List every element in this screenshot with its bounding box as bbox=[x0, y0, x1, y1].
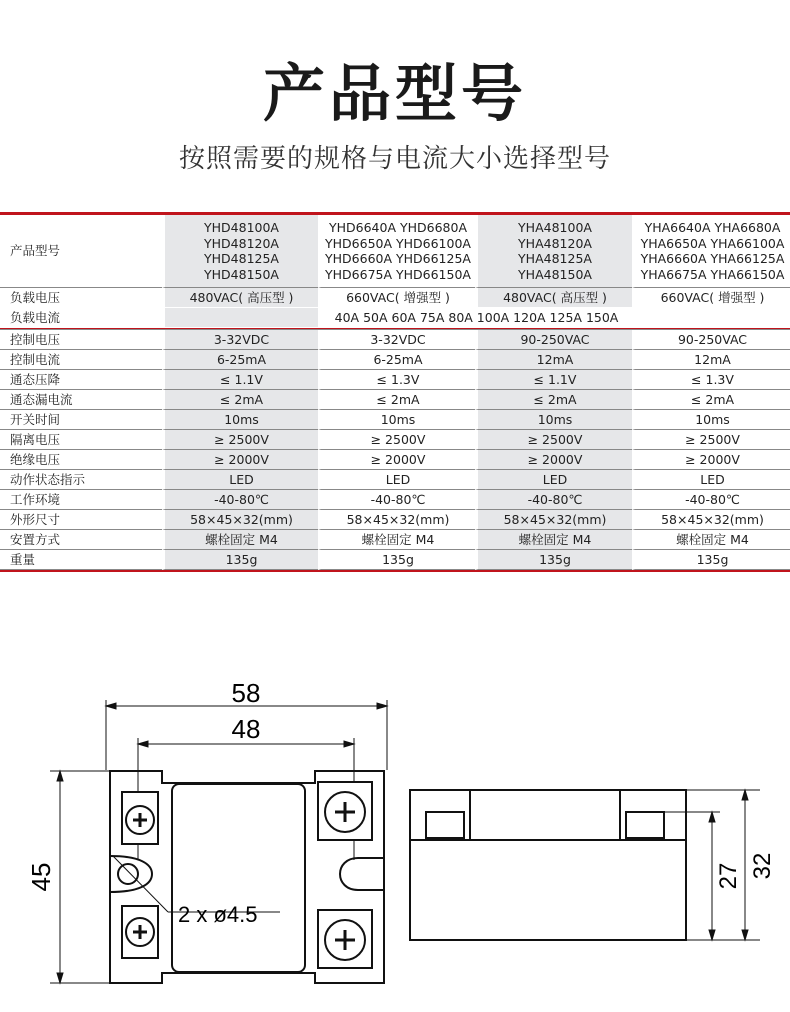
table-cell: 660VAC( 增强型 ) bbox=[632, 288, 790, 308]
row-label: 工作环境 bbox=[0, 490, 162, 510]
table-row bbox=[0, 510, 790, 530]
table-cell: 6-25mA bbox=[318, 350, 475, 370]
table-row bbox=[0, 350, 790, 370]
table-cell: 90-250VAC bbox=[632, 330, 790, 350]
table-cell: -40-80℃ bbox=[162, 490, 318, 510]
table-cell: ≥ 2500V bbox=[318, 430, 475, 450]
table-row-model bbox=[0, 215, 790, 288]
spec-table bbox=[0, 212, 790, 330]
row-label: 安置方式 bbox=[0, 530, 162, 550]
dim-side-outer: 32 bbox=[749, 852, 776, 880]
table-cell: 135g bbox=[632, 550, 790, 570]
table-cell: -40-80℃ bbox=[475, 490, 632, 510]
row-label: 外形尺寸 bbox=[0, 510, 162, 530]
table-cell: 6-25mA bbox=[162, 350, 318, 370]
table-cell: LED bbox=[632, 470, 790, 490]
table-cell: 12mA bbox=[632, 350, 790, 370]
table-cell: ≥ 2000V bbox=[632, 450, 790, 470]
row-label: 负载电压 bbox=[0, 288, 162, 308]
table-cell: 10ms bbox=[475, 410, 632, 430]
dim-width-inner: 48 bbox=[231, 714, 261, 744]
table-row bbox=[0, 470, 790, 490]
table-cell: ≤ 1.3V bbox=[318, 370, 475, 390]
row-label: 控制电压 bbox=[0, 330, 162, 350]
table-cell: 58×45×32(mm) bbox=[475, 510, 632, 530]
table-row-load-voltage bbox=[0, 288, 790, 308]
table-cell: ≥ 2000V bbox=[162, 450, 318, 470]
table-row bbox=[0, 390, 790, 410]
table-row bbox=[0, 330, 790, 350]
row-label: 重量 bbox=[0, 550, 162, 570]
table-cell: ≥ 2500V bbox=[475, 430, 632, 450]
row-label: 隔离电压 bbox=[0, 430, 162, 450]
load-current-value: 40A 50A 60A 75A 80A 100A 120A 125A 150A bbox=[318, 308, 632, 328]
table-row bbox=[0, 370, 790, 390]
table-cell: 58×45×32(mm) bbox=[318, 510, 475, 530]
table-cell: 135g bbox=[318, 550, 475, 570]
page-title: 产品型号 bbox=[262, 57, 527, 130]
row-label: 开关时间 bbox=[0, 410, 162, 430]
row-label: 通态漏电流 bbox=[0, 390, 162, 410]
spec-table-body bbox=[0, 329, 790, 572]
table-cell: ≤ 2mA bbox=[475, 390, 632, 410]
table-cell: 480VAC( 高压型 ) bbox=[162, 288, 318, 308]
table-cell: -40-80℃ bbox=[318, 490, 475, 510]
table-cell: ≤ 1.3V bbox=[632, 370, 790, 390]
table-row bbox=[0, 490, 790, 510]
table-cell: 3-32VDC bbox=[318, 330, 475, 350]
table-cell: ≥ 2000V bbox=[318, 450, 475, 470]
table-cell: LED bbox=[318, 470, 475, 490]
table-cell: ≤ 2mA bbox=[318, 390, 475, 410]
table-cell: 58×45×32(mm) bbox=[632, 510, 790, 530]
table-row-load-current bbox=[0, 308, 790, 328]
model-cell: YHA48100A YHA48120A YHA48125A YHA48150A bbox=[475, 215, 632, 288]
row-label: 动作状态指示 bbox=[0, 470, 162, 490]
table-row bbox=[0, 530, 790, 550]
table-cell: 螺栓固定 M4 bbox=[632, 530, 790, 550]
table-cell: 螺栓固定 M4 bbox=[162, 530, 318, 550]
dimension-drawing bbox=[0, 660, 790, 1012]
hole-label: 2 x ø4.5 bbox=[178, 902, 258, 927]
table-cell: -40-80℃ bbox=[632, 490, 790, 510]
table-cell: 480VAC( 高压型 ) bbox=[475, 288, 632, 308]
table-cell: 螺栓固定 M4 bbox=[318, 530, 475, 550]
table-row bbox=[0, 450, 790, 470]
table-cell: ≤ 1.1V bbox=[162, 370, 318, 390]
table-cell: ≤ 2mA bbox=[162, 390, 318, 410]
table-cell: LED bbox=[475, 470, 632, 490]
dim-side-inner: 27 bbox=[715, 862, 742, 890]
table-cell: 58×45×32(mm) bbox=[162, 510, 318, 530]
table-cell: 3-32VDC bbox=[162, 330, 318, 350]
model-cell: YHD6640A YHD6680A YHD6650A YHD66100A YHD6660A YHD66125A YHD6675A YHD66150A bbox=[318, 215, 475, 288]
table-cell: 135g bbox=[162, 550, 318, 570]
row-label: 负载电流 bbox=[0, 308, 162, 328]
table-cell: ≤ 1.1V bbox=[475, 370, 632, 390]
table-row bbox=[0, 430, 790, 450]
table-cell: ≥ 2500V bbox=[162, 430, 318, 450]
table-row bbox=[0, 550, 790, 570]
table-cell: 10ms bbox=[162, 410, 318, 430]
table-cell: ≥ 2500V bbox=[632, 430, 790, 450]
table-cell: 12mA bbox=[475, 350, 632, 370]
dim-height: 45 bbox=[26, 862, 56, 892]
table-cell bbox=[632, 308, 790, 328]
row-label: 产品型号 bbox=[0, 215, 162, 288]
table-cell bbox=[162, 308, 318, 328]
table-cell: 10ms bbox=[318, 410, 475, 430]
table-cell: 螺栓固定 M4 bbox=[475, 530, 632, 550]
table-cell: 135g bbox=[475, 550, 632, 570]
table-cell: ≥ 2000V bbox=[475, 450, 632, 470]
model-cell: YHA6640A YHA6680A YHA6650A YHA66100A YHA6660A YHA66125A YHA6675A YHA66150A bbox=[632, 215, 790, 288]
table-cell: 10ms bbox=[632, 410, 790, 430]
page-subtitle: 按照需要的规格与电流大小选择型号 bbox=[178, 144, 611, 174]
table-cell: 90-250VAC bbox=[475, 330, 632, 350]
table-row bbox=[0, 410, 790, 430]
table-cell: ≤ 2mA bbox=[632, 390, 790, 410]
row-label: 通态压降 bbox=[0, 370, 162, 390]
table-cell: LED bbox=[162, 470, 318, 490]
model-cell: YHD48100A YHD48120A YHD48125A YHD48150A bbox=[162, 215, 318, 288]
row-label: 控制电流 bbox=[0, 350, 162, 370]
row-label: 绝缘电压 bbox=[0, 450, 162, 470]
table-cell: 660VAC( 增强型 ) bbox=[318, 288, 475, 308]
dim-width-outer: 58 bbox=[231, 678, 261, 708]
